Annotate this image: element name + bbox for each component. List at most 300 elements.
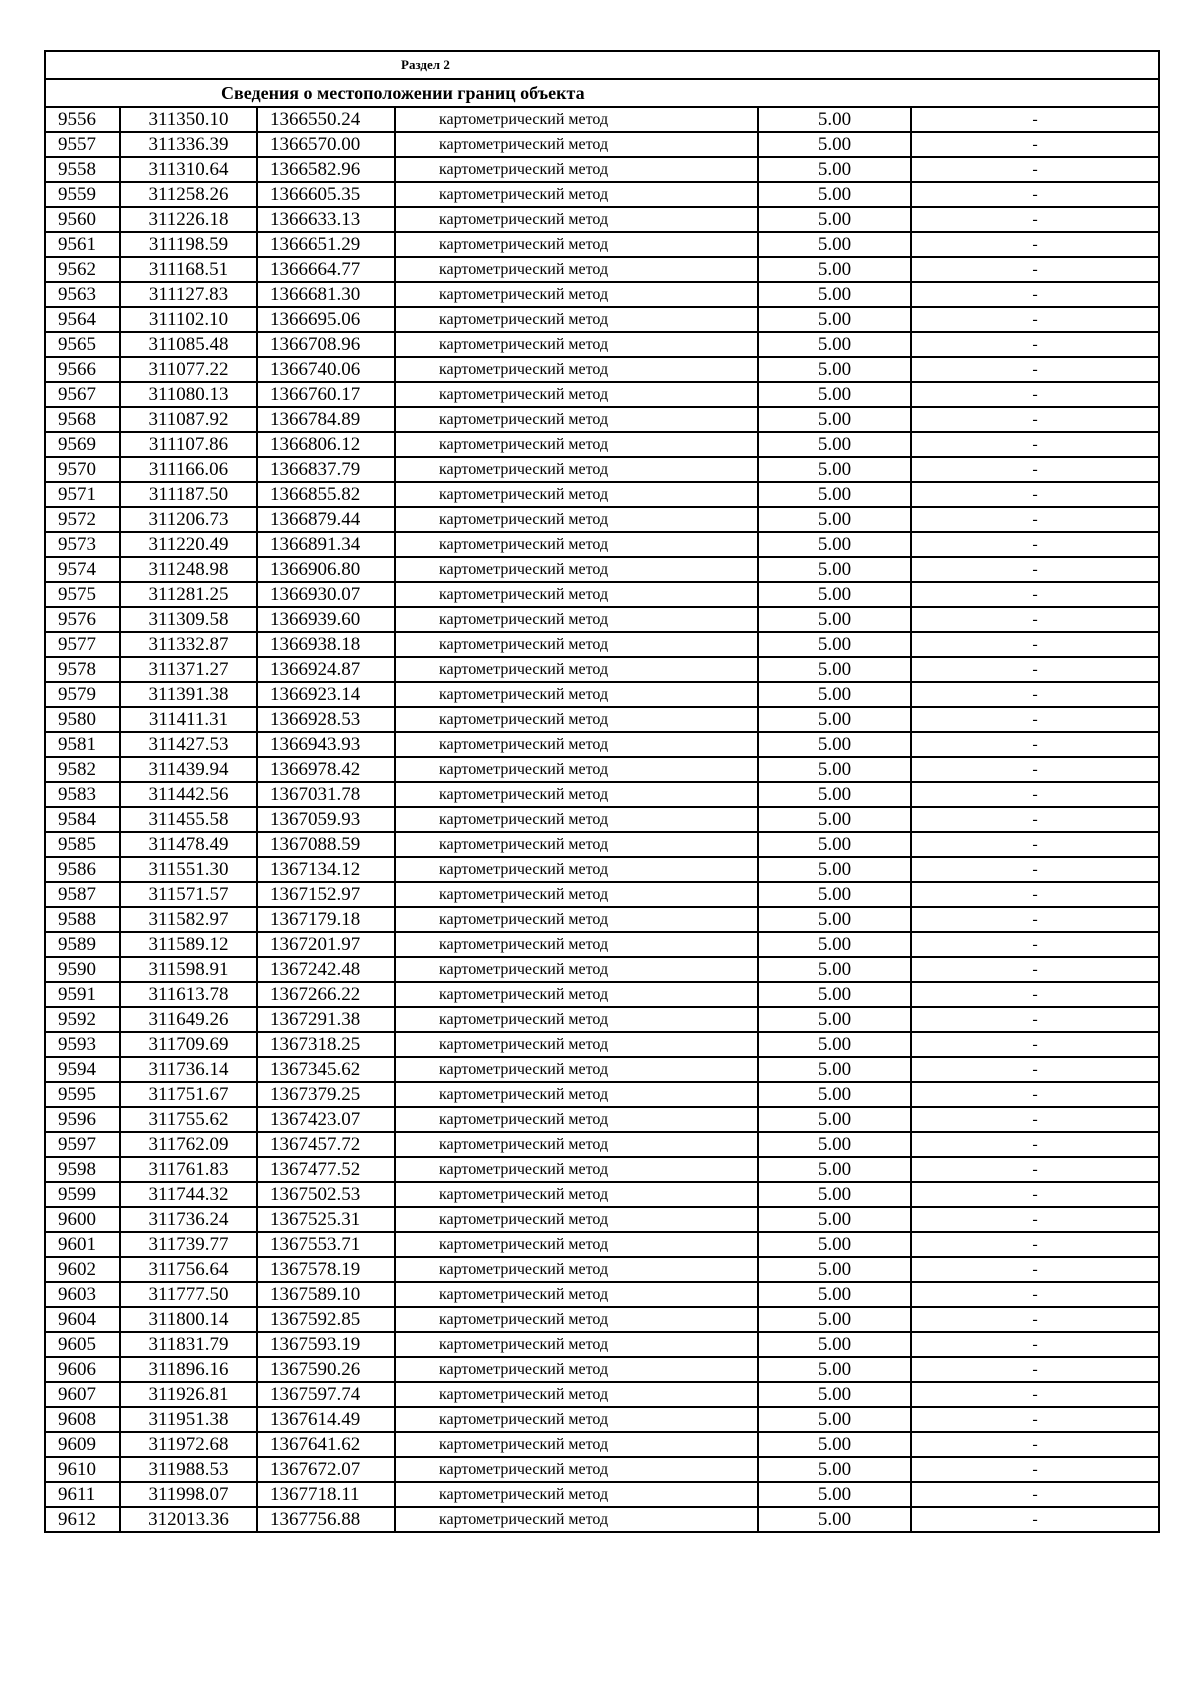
point-number-cell: 9591 <box>45 982 120 1007</box>
note-cell: - <box>911 832 1159 857</box>
x-coordinate-cell: 311080.13 <box>120 382 257 407</box>
x-coordinate-cell: 311248.98 <box>120 557 257 582</box>
y-coordinate-cell: 1367152.97 <box>257 882 395 907</box>
note-cell: - <box>911 782 1159 807</box>
y-coordinate-cell: 1367201.97 <box>257 932 395 957</box>
table-row <box>45 1032 1159 1057</box>
table-row <box>45 282 1159 307</box>
note-cell: - <box>911 307 1159 332</box>
method-cell: картометрический метод <box>395 932 758 957</box>
y-coordinate-cell: 1367672.07 <box>257 1457 395 1482</box>
x-coordinate-cell: 312013.36 <box>120 1507 257 1532</box>
accuracy-cell: 5.00 <box>758 707 911 732</box>
x-coordinate-cell: 311127.83 <box>120 282 257 307</box>
accuracy-cell: 5.00 <box>758 582 911 607</box>
x-coordinate-cell: 311332.87 <box>120 632 257 657</box>
y-coordinate-cell: 1367578.19 <box>257 1257 395 1282</box>
method-cell: картометрический метод <box>395 282 758 307</box>
accuracy-cell: 5.00 <box>758 1357 911 1382</box>
method-cell: картометрический метод <box>395 207 758 232</box>
note-cell: - <box>911 607 1159 632</box>
accuracy-cell: 5.00 <box>758 307 911 332</box>
x-coordinate-cell: 311739.77 <box>120 1232 257 1257</box>
point-number-cell: 9576 <box>45 607 120 632</box>
table-row <box>45 232 1159 257</box>
method-cell: картометрический метод <box>395 557 758 582</box>
point-number-cell: 9595 <box>45 1082 120 1107</box>
method-cell: картометрический метод <box>395 357 758 382</box>
accuracy-cell: 5.00 <box>758 1432 911 1457</box>
point-number-cell: 9581 <box>45 732 120 757</box>
accuracy-cell: 5.00 <box>758 1282 911 1307</box>
table-row <box>45 1257 1159 1282</box>
note-cell: - <box>911 457 1159 482</box>
point-number-cell: 9592 <box>45 1007 120 1032</box>
accuracy-cell: 5.00 <box>758 757 911 782</box>
point-number-cell: 9610 <box>45 1457 120 1482</box>
table-row <box>45 407 1159 432</box>
accuracy-cell: 5.00 <box>758 1482 911 1507</box>
x-coordinate-cell: 311831.79 <box>120 1332 257 1357</box>
point-number-cell: 9596 <box>45 1107 120 1132</box>
point-number-cell: 9562 <box>45 257 120 282</box>
accuracy-cell: 5.00 <box>758 507 911 532</box>
accuracy-cell: 5.00 <box>758 182 911 207</box>
table-row <box>45 257 1159 282</box>
table-row <box>45 932 1159 957</box>
method-cell: картометрический метод <box>395 857 758 882</box>
y-coordinate-cell: 1367059.93 <box>257 807 395 832</box>
x-coordinate-cell: 311187.50 <box>120 482 257 507</box>
table-row <box>45 682 1159 707</box>
note-cell: - <box>911 807 1159 832</box>
accuracy-cell: 5.00 <box>758 257 911 282</box>
accuracy-cell: 5.00 <box>758 157 911 182</box>
x-coordinate-cell: 311220.49 <box>120 532 257 557</box>
y-coordinate-cell: 1366695.06 <box>257 307 395 332</box>
y-coordinate-cell: 1367525.31 <box>257 1207 395 1232</box>
method-cell: картометрический метод <box>395 532 758 557</box>
y-coordinate-cell: 1366939.60 <box>257 607 395 632</box>
y-coordinate-cell: 1366681.30 <box>257 282 395 307</box>
accuracy-cell: 5.00 <box>758 1257 911 1282</box>
method-cell: картометрический метод <box>395 1357 758 1382</box>
x-coordinate-cell: 311455.58 <box>120 807 257 832</box>
accuracy-cell: 5.00 <box>758 132 911 157</box>
y-coordinate-cell: 1367457.72 <box>257 1132 395 1157</box>
table-row <box>45 1007 1159 1032</box>
y-coordinate-cell: 1366923.14 <box>257 682 395 707</box>
point-number-cell: 9600 <box>45 1207 120 1232</box>
x-coordinate-cell: 311571.57 <box>120 882 257 907</box>
table-row <box>45 1157 1159 1182</box>
note-cell: - <box>911 907 1159 932</box>
x-coordinate-cell: 311087.92 <box>120 407 257 432</box>
table-row <box>45 1282 1159 1307</box>
point-number-cell: 9577 <box>45 632 120 657</box>
point-number-cell: 9558 <box>45 157 120 182</box>
table-row <box>45 557 1159 582</box>
y-coordinate-cell: 1367379.25 <box>257 1082 395 1107</box>
note-cell: - <box>911 1332 1159 1357</box>
method-cell: картометрический метод <box>395 607 758 632</box>
x-coordinate-cell: 311427.53 <box>120 732 257 757</box>
point-number-cell: 9556 <box>45 107 120 132</box>
accuracy-cell: 5.00 <box>758 232 911 257</box>
point-number-cell: 9594 <box>45 1057 120 1082</box>
section-label: Раздел 2 <box>45 51 1159 79</box>
method-cell: картометрический метод <box>395 1307 758 1332</box>
note-cell: - <box>911 282 1159 307</box>
method-cell: картометрический метод <box>395 1032 758 1057</box>
point-number-cell: 9583 <box>45 782 120 807</box>
y-coordinate-cell: 1367718.11 <box>257 1482 395 1507</box>
y-coordinate-cell: 1366837.79 <box>257 457 395 482</box>
x-coordinate-cell: 311085.48 <box>120 332 257 357</box>
method-cell: картометрический метод <box>395 832 758 857</box>
method-cell: картометрический метод <box>395 1382 758 1407</box>
point-number-cell: 9569 <box>45 432 120 457</box>
method-cell: картометрический метод <box>395 1432 758 1457</box>
note-cell: - <box>911 507 1159 532</box>
y-coordinate-cell: 1366760.17 <box>257 382 395 407</box>
point-number-cell: 9559 <box>45 182 120 207</box>
method-cell: картометрический метод <box>395 707 758 732</box>
accuracy-cell: 5.00 <box>758 1107 911 1132</box>
y-coordinate-cell: 1366924.87 <box>257 657 395 682</box>
note-cell: - <box>911 1357 1159 1382</box>
point-number-cell: 9571 <box>45 482 120 507</box>
method-cell: картометрический метод <box>395 107 758 132</box>
method-cell: картометрический метод <box>395 257 758 282</box>
table-row <box>45 957 1159 982</box>
table-row <box>45 1432 1159 1457</box>
method-cell: картометрический метод <box>395 407 758 432</box>
table-row <box>45 982 1159 1007</box>
x-coordinate-cell: 311649.26 <box>120 1007 257 1032</box>
x-coordinate-cell: 311439.94 <box>120 757 257 782</box>
accuracy-cell: 5.00 <box>758 1157 911 1182</box>
x-coordinate-cell: 311761.83 <box>120 1157 257 1182</box>
method-cell: картометрический метод <box>395 1407 758 1432</box>
method-cell: картометрический метод <box>395 732 758 757</box>
table-row <box>45 832 1159 857</box>
table-row <box>45 607 1159 632</box>
accuracy-cell: 5.00 <box>758 457 911 482</box>
point-number-cell: 9601 <box>45 1232 120 1257</box>
point-number-cell: 9586 <box>45 857 120 882</box>
method-cell: картометрический метод <box>395 907 758 932</box>
x-coordinate-cell: 311744.32 <box>120 1182 257 1207</box>
y-coordinate-cell: 1367088.59 <box>257 832 395 857</box>
y-coordinate-cell: 1367242.48 <box>257 957 395 982</box>
note-cell: - <box>911 1182 1159 1207</box>
note-cell: - <box>911 107 1159 132</box>
table-row <box>45 332 1159 357</box>
point-number-cell: 9607 <box>45 1382 120 1407</box>
point-number-cell: 9609 <box>45 1432 120 1457</box>
x-coordinate-cell: 311168.51 <box>120 257 257 282</box>
method-cell: картометрический метод <box>395 782 758 807</box>
point-number-cell: 9574 <box>45 557 120 582</box>
point-number-cell: 9612 <box>45 1507 120 1532</box>
method-cell: картометрический метод <box>395 1132 758 1157</box>
accuracy-cell: 5.00 <box>758 807 911 832</box>
x-coordinate-cell: 311281.25 <box>120 582 257 607</box>
point-number-cell: 9606 <box>45 1357 120 1382</box>
x-coordinate-cell: 311896.16 <box>120 1357 257 1382</box>
note-cell: - <box>911 1107 1159 1132</box>
accuracy-cell: 5.00 <box>758 932 911 957</box>
y-coordinate-cell: 1367134.12 <box>257 857 395 882</box>
y-coordinate-cell: 1367179.18 <box>257 907 395 932</box>
table-title: Сведения о местоположении границ объекта <box>45 79 1159 107</box>
accuracy-cell: 5.00 <box>758 607 911 632</box>
table-row <box>45 657 1159 682</box>
y-coordinate-cell: 1366784.89 <box>257 407 395 432</box>
y-coordinate-cell: 1366582.96 <box>257 157 395 182</box>
y-coordinate-cell: 1367291.38 <box>257 1007 395 1032</box>
table-row <box>45 1307 1159 1332</box>
table-row <box>45 357 1159 382</box>
accuracy-cell: 5.00 <box>758 1507 911 1532</box>
note-cell: - <box>911 132 1159 157</box>
method-cell: картометрический метод <box>395 1257 758 1282</box>
note-cell: - <box>911 332 1159 357</box>
x-coordinate-cell: 311998.07 <box>120 1482 257 1507</box>
point-number-cell: 9567 <box>45 382 120 407</box>
y-coordinate-cell: 1366664.77 <box>257 257 395 282</box>
y-coordinate-cell: 1367592.85 <box>257 1307 395 1332</box>
note-cell: - <box>911 757 1159 782</box>
accuracy-cell: 5.00 <box>758 1207 911 1232</box>
note-cell: - <box>911 182 1159 207</box>
table-row <box>45 1332 1159 1357</box>
note-cell: - <box>911 1407 1159 1432</box>
y-coordinate-cell: 1367423.07 <box>257 1107 395 1132</box>
table-row <box>45 757 1159 782</box>
note-cell: - <box>911 1507 1159 1532</box>
method-cell: картометрический метод <box>395 1057 758 1082</box>
table-row <box>45 807 1159 832</box>
table-row <box>45 1407 1159 1432</box>
accuracy-cell: 5.00 <box>758 882 911 907</box>
accuracy-cell: 5.00 <box>758 782 911 807</box>
y-coordinate-cell: 1366879.44 <box>257 507 395 532</box>
table-row <box>45 582 1159 607</box>
method-cell: картометрический метод <box>395 457 758 482</box>
accuracy-cell: 5.00 <box>758 407 911 432</box>
x-coordinate-cell: 311309.58 <box>120 607 257 632</box>
accuracy-cell: 5.00 <box>758 907 911 932</box>
accuracy-cell: 5.00 <box>758 432 911 457</box>
x-coordinate-cell: 311442.56 <box>120 782 257 807</box>
accuracy-cell: 5.00 <box>758 382 911 407</box>
x-coordinate-cell: 311582.97 <box>120 907 257 932</box>
table-row <box>45 432 1159 457</box>
y-coordinate-cell: 1367502.53 <box>257 1182 395 1207</box>
note-cell: - <box>911 157 1159 182</box>
table-row <box>45 1482 1159 1507</box>
method-cell: картометрический метод <box>395 632 758 657</box>
accuracy-cell: 5.00 <box>758 982 911 1007</box>
y-coordinate-cell: 1366806.12 <box>257 432 395 457</box>
accuracy-cell: 5.00 <box>758 107 911 132</box>
x-coordinate-cell: 311336.39 <box>120 132 257 157</box>
method-cell: картометрический метод <box>395 157 758 182</box>
method-cell: картометрический метод <box>395 507 758 532</box>
table-row <box>45 1182 1159 1207</box>
x-coordinate-cell: 311736.24 <box>120 1207 257 1232</box>
note-cell: - <box>911 1207 1159 1232</box>
point-number-cell: 9561 <box>45 232 120 257</box>
y-coordinate-cell: 1366978.42 <box>257 757 395 782</box>
note-cell: - <box>911 382 1159 407</box>
method-cell: картометрический метод <box>395 807 758 832</box>
point-number-cell: 9585 <box>45 832 120 857</box>
method-cell: картометрический метод <box>395 582 758 607</box>
title-row <box>45 79 1159 107</box>
method-cell: картометрический метод <box>395 957 758 982</box>
note-cell: - <box>911 657 1159 682</box>
x-coordinate-cell: 311411.31 <box>120 707 257 732</box>
y-coordinate-cell: 1367477.52 <box>257 1157 395 1182</box>
y-coordinate-cell: 1366906.80 <box>257 557 395 582</box>
table-row <box>45 532 1159 557</box>
table-row <box>45 107 1159 132</box>
accuracy-cell: 5.00 <box>758 1307 911 1332</box>
y-coordinate-cell: 1367614.49 <box>257 1407 395 1432</box>
method-cell: картометрический метод <box>395 882 758 907</box>
table-row <box>45 457 1159 482</box>
accuracy-cell: 5.00 <box>758 957 911 982</box>
x-coordinate-cell: 311755.62 <box>120 1107 257 1132</box>
x-coordinate-cell: 311391.38 <box>120 682 257 707</box>
table-row <box>45 157 1159 182</box>
x-coordinate-cell: 311107.86 <box>120 432 257 457</box>
accuracy-cell: 5.00 <box>758 857 911 882</box>
y-coordinate-cell: 1367553.71 <box>257 1232 395 1257</box>
note-cell: - <box>911 932 1159 957</box>
y-coordinate-cell: 1366570.00 <box>257 132 395 157</box>
point-number-cell: 9573 <box>45 532 120 557</box>
section-header-row <box>45 51 1159 79</box>
y-coordinate-cell: 1366550.24 <box>257 107 395 132</box>
point-number-cell: 9597 <box>45 1132 120 1157</box>
table-row <box>45 132 1159 157</box>
method-cell: картометрический метод <box>395 1482 758 1507</box>
note-cell: - <box>911 1032 1159 1057</box>
method-cell: картометрический метод <box>395 382 758 407</box>
note-cell: - <box>911 1382 1159 1407</box>
accuracy-cell: 5.00 <box>758 1032 911 1057</box>
note-cell: - <box>911 632 1159 657</box>
accuracy-cell: 5.00 <box>758 557 911 582</box>
point-number-cell: 9608 <box>45 1407 120 1432</box>
accuracy-cell: 5.00 <box>758 482 911 507</box>
method-cell: картометрический метод <box>395 657 758 682</box>
accuracy-cell: 5.00 <box>758 732 911 757</box>
x-coordinate-cell: 311709.69 <box>120 1032 257 1057</box>
x-coordinate-cell: 311350.10 <box>120 107 257 132</box>
method-cell: картометрический метод <box>395 1082 758 1107</box>
note-cell: - <box>911 982 1159 1007</box>
table-row <box>45 1107 1159 1132</box>
note-cell: - <box>911 707 1159 732</box>
y-coordinate-cell: 1366740.06 <box>257 357 395 382</box>
point-number-cell: 9611 <box>45 1482 120 1507</box>
method-cell: картометрический метод <box>395 482 758 507</box>
x-coordinate-cell: 311166.06 <box>120 457 257 482</box>
method-cell: картометрический метод <box>395 432 758 457</box>
table-row <box>45 382 1159 407</box>
y-coordinate-cell: 1367318.25 <box>257 1032 395 1057</box>
note-cell: - <box>911 682 1159 707</box>
method-cell: картометрический метод <box>395 682 758 707</box>
table-row <box>45 1082 1159 1107</box>
table-row <box>45 507 1159 532</box>
accuracy-cell: 5.00 <box>758 682 911 707</box>
x-coordinate-cell: 311972.68 <box>120 1432 257 1457</box>
accuracy-cell: 5.00 <box>758 632 911 657</box>
point-number-cell: 9603 <box>45 1282 120 1307</box>
x-coordinate-cell: 311926.81 <box>120 1382 257 1407</box>
method-cell: картометрический метод <box>395 1332 758 1357</box>
point-number-cell: 9584 <box>45 807 120 832</box>
x-coordinate-cell: 311988.53 <box>120 1457 257 1482</box>
table-row <box>45 1207 1159 1232</box>
note-cell: - <box>911 732 1159 757</box>
point-number-cell: 9568 <box>45 407 120 432</box>
table-row <box>45 1132 1159 1157</box>
y-coordinate-cell: 1367597.74 <box>257 1382 395 1407</box>
y-coordinate-cell: 1367641.62 <box>257 1432 395 1457</box>
point-number-cell: 9593 <box>45 1032 120 1057</box>
table-row <box>45 1457 1159 1482</box>
table-row <box>45 1232 1159 1257</box>
x-coordinate-cell: 311102.10 <box>120 307 257 332</box>
method-cell: картометрический метод <box>395 1232 758 1257</box>
y-coordinate-cell: 1366928.53 <box>257 707 395 732</box>
note-cell: - <box>911 1007 1159 1032</box>
table-row <box>45 1382 1159 1407</box>
point-number-cell: 9575 <box>45 582 120 607</box>
x-coordinate-cell: 311371.27 <box>120 657 257 682</box>
note-cell: - <box>911 257 1159 282</box>
table-row <box>45 882 1159 907</box>
table-row <box>45 182 1159 207</box>
method-cell: картометрический метод <box>395 132 758 157</box>
accuracy-cell: 5.00 <box>758 1182 911 1207</box>
note-cell: - <box>911 1257 1159 1282</box>
point-number-cell: 9557 <box>45 132 120 157</box>
table-row <box>45 782 1159 807</box>
point-number-cell: 9578 <box>45 657 120 682</box>
x-coordinate-cell: 311800.14 <box>120 1307 257 1332</box>
y-coordinate-cell: 1367031.78 <box>257 782 395 807</box>
table-body <box>45 51 1159 1532</box>
accuracy-cell: 5.00 <box>758 1332 911 1357</box>
x-coordinate-cell: 311478.49 <box>120 832 257 857</box>
accuracy-cell: 5.00 <box>758 357 911 382</box>
point-number-cell: 9580 <box>45 707 120 732</box>
y-coordinate-cell: 1366708.96 <box>257 332 395 357</box>
note-cell: - <box>911 357 1159 382</box>
x-coordinate-cell: 311077.22 <box>120 357 257 382</box>
accuracy-cell: 5.00 <box>758 282 911 307</box>
method-cell: картометрический метод <box>395 232 758 257</box>
point-number-cell: 9602 <box>45 1257 120 1282</box>
